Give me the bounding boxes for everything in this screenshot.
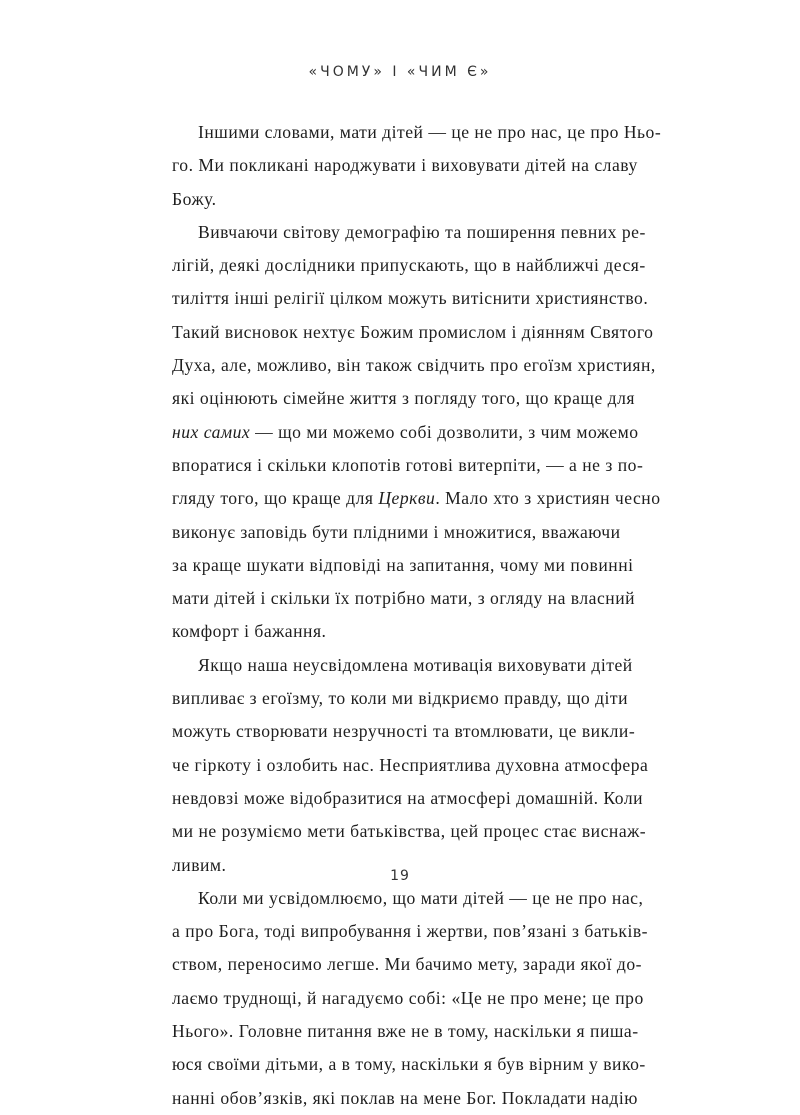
text-line xyxy=(172,516,620,549)
text-run: Духа, але, можливо, він також свідчить про егоїзм християн, xyxy=(172,355,656,376)
text-run: комфорт і бажання. xyxy=(172,621,327,642)
text-line xyxy=(172,282,649,315)
text-line xyxy=(172,382,635,415)
text-run: ливим. xyxy=(172,854,227,875)
text-line xyxy=(172,915,649,948)
text-run: а про Бога, тоді випробування і жертви, пов’язані з батьків- xyxy=(172,921,649,942)
text-run: Коли ми усвідомлюємо, що мати дітей — це не про нас, xyxy=(198,887,644,908)
text-line xyxy=(172,649,633,682)
text-line xyxy=(172,948,642,981)
paragraph xyxy=(172,649,649,882)
text-line xyxy=(172,149,638,182)
text-line xyxy=(172,416,639,449)
paragraph xyxy=(172,116,662,216)
text-line xyxy=(172,1048,646,1081)
text-line xyxy=(172,183,620,216)
text-line xyxy=(172,749,649,782)
text-run: впоратися і скільки клопотів готові витерпіти, — а не з по- xyxy=(172,454,644,475)
text-run: ством, переносимо легше. Ми бачимо мету, заради якої до- xyxy=(172,954,642,975)
text-line xyxy=(172,582,636,615)
text-line xyxy=(172,349,656,382)
text-line xyxy=(172,615,620,648)
text-run: які оцінюють сімейне життя з погляду того, що краще для xyxy=(172,388,635,409)
text-run: невдовзі може відобразитися на атмосфері домашній. Коли xyxy=(172,787,644,808)
paragraph xyxy=(172,882,649,1115)
text-run: випливає з егоїзму, то коли ми відкриємо правду, що діти xyxy=(172,688,629,709)
text-run: Нього». Головне питання вже не в тому, наскільки я пиша- xyxy=(172,1021,639,1042)
text-line xyxy=(172,682,629,715)
text-run: юся своїми дітьми, а в тому, наскільки я був вірним у вико- xyxy=(172,1054,646,1075)
text-line xyxy=(172,316,654,349)
text-run: Божу. xyxy=(172,188,217,209)
text-run: Якщо наша неусвідомлена мотивація виховувати дітей xyxy=(198,654,633,675)
text-run: лаємо труднощі, й нагадуємо собі: «Це не про мене; це про xyxy=(172,987,644,1008)
body-text xyxy=(172,116,662,1115)
text-run: — що ми можемо собі дозволити, з чим можемо xyxy=(250,421,639,442)
italic-text: них самих xyxy=(172,421,251,442)
text-line xyxy=(172,249,646,282)
italic-text: Церкви xyxy=(378,488,436,509)
text-run: че гіркоту і озлобить нас. Несприятлива духовна атмосфера xyxy=(172,754,649,775)
running-head: «ЧОМУ» І «ЧИМ Є» xyxy=(308,64,492,80)
text-run: го. Ми покликані народжувати і виховувати дітей на славу xyxy=(172,155,638,176)
text-run: Іншими словами, мати дітей — це не про нас, це про Ньо- xyxy=(198,122,662,142)
text-run: тиліття інші релігії цілком можуть витіснити християнство. xyxy=(172,288,649,309)
text-line xyxy=(172,116,662,149)
text-run: Такий висновок нехтує Божим промислом і діянням Святого xyxy=(172,321,654,342)
text-line xyxy=(172,1082,638,1115)
text-line xyxy=(172,715,636,748)
text-line xyxy=(172,882,644,915)
text-run: за краще шукати відповіді на запитання, чому ми повинні xyxy=(172,554,634,575)
text-run: мати дітей і скільки їх потрібно мати, з огляду на власний xyxy=(172,588,636,609)
text-run: лігій, деякі дослідники припускають, що в найближчі деся- xyxy=(172,255,646,276)
page-number: 19 xyxy=(390,868,410,884)
paragraph xyxy=(172,216,661,649)
text-run: ми не розуміємо мети батьківства, цей процес стає виснаж- xyxy=(172,821,647,842)
text-run: гляду того, що краще для xyxy=(172,488,379,509)
text-run: можуть створювати незручності та втомлювати, це викли- xyxy=(172,721,636,742)
text-line xyxy=(172,782,644,815)
text-line xyxy=(172,982,644,1015)
text-line xyxy=(172,216,646,249)
text-line xyxy=(172,449,644,482)
text-run: виконує заповідь бути плідними і множитися, вважаючи xyxy=(172,521,621,542)
text-run: . Мало хто з християн чесно xyxy=(435,488,661,509)
text-line xyxy=(172,1015,639,1048)
text-line xyxy=(172,549,634,582)
text-line xyxy=(172,482,661,515)
text-run: нанні обов’язків, які поклав на мене Бог. Покладати надію xyxy=(172,1087,638,1108)
text-run: Вивчаючи світову демографію та поширення певних ре- xyxy=(198,221,646,242)
text-line xyxy=(172,815,647,848)
